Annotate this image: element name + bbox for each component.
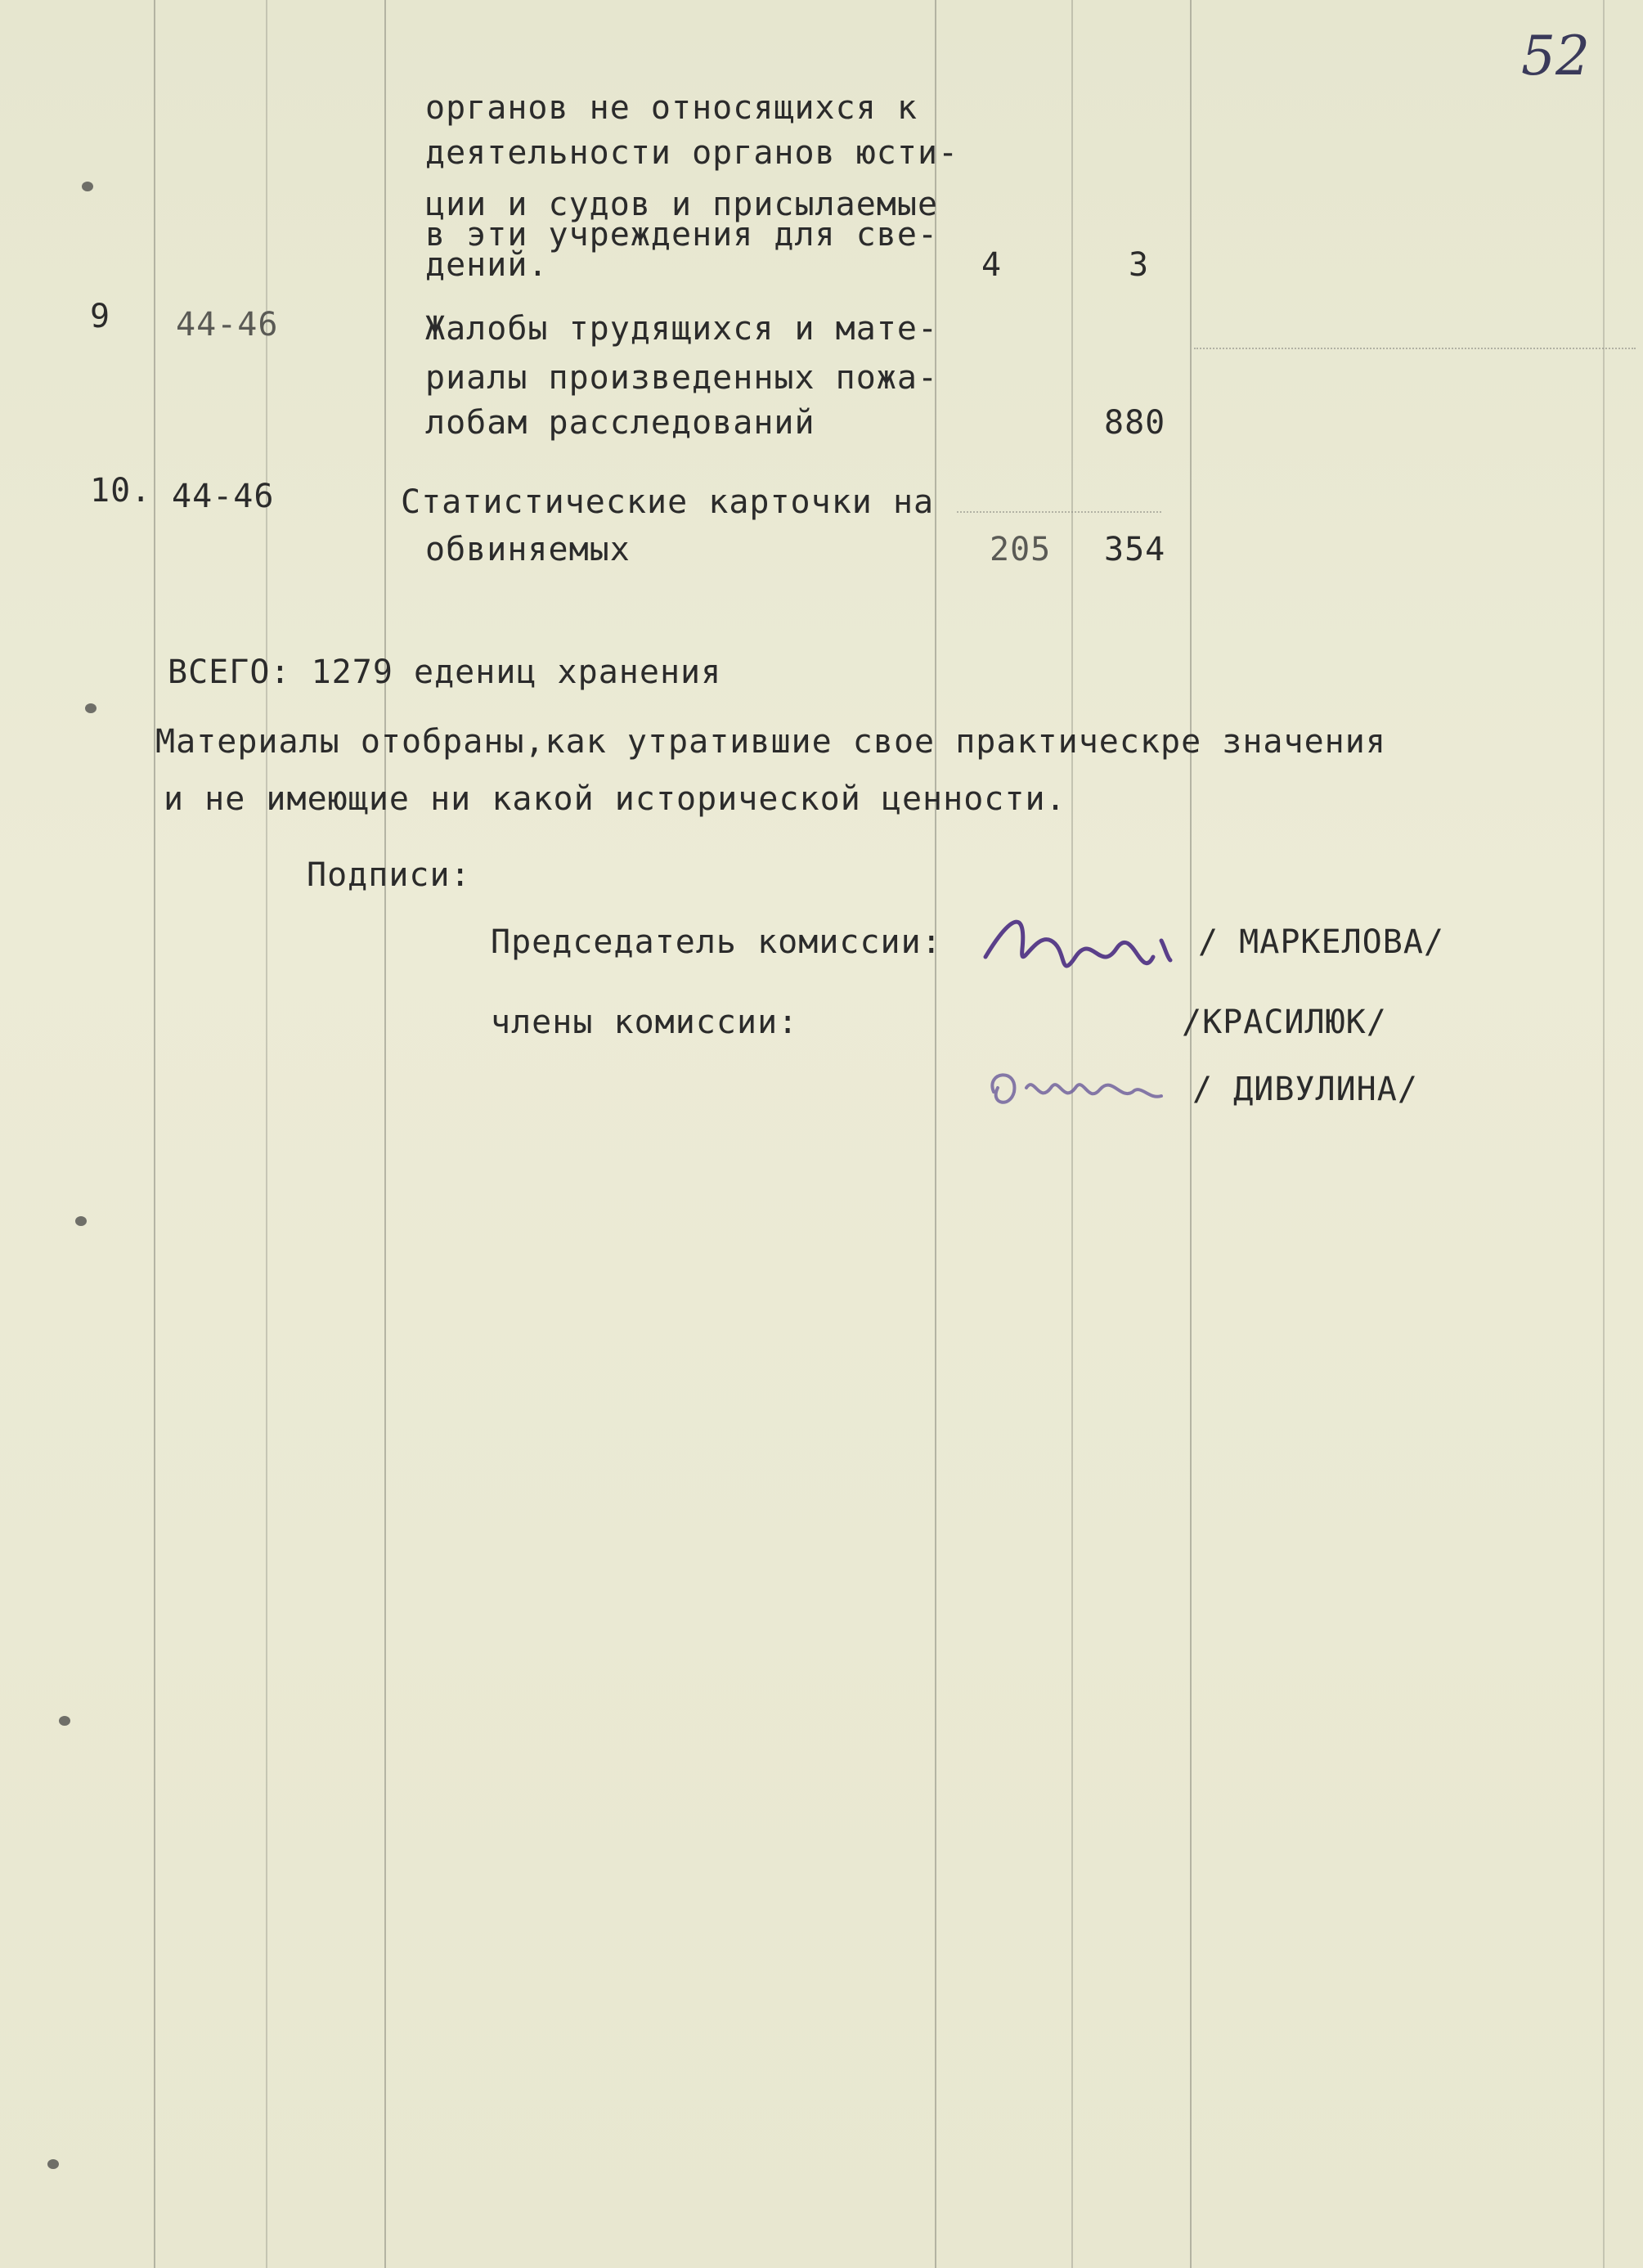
- row-1-col-b: 3: [1129, 246, 1150, 284]
- row-10-title-line: обвиняемых: [425, 531, 631, 568]
- punch-hole: [47, 2159, 59, 2169]
- row-9-col-b: 880: [1104, 404, 1166, 442]
- column-rule: [384, 0, 386, 2268]
- punch-hole: [75, 1216, 87, 1226]
- member-name: /КРАСИЛЮК/: [1182, 1004, 1387, 1041]
- column-rule: [1190, 0, 1192, 2268]
- row-9-title-line: Жалобы трудящихся и мате-: [425, 310, 939, 348]
- row-9-years: 44-46: [176, 306, 279, 344]
- row-10-col-a: 205: [990, 531, 1052, 568]
- signatures-heading: Подписи:: [307, 856, 471, 894]
- row-1-title-line: деятельности органов юсти-: [425, 134, 959, 172]
- row-1-title-line: в эти учреждения для све-: [425, 216, 939, 254]
- punch-hole: [82, 182, 93, 191]
- row-10-years: 44-46: [172, 478, 275, 515]
- column-rule: [154, 0, 155, 2268]
- members-label: члены комиссии:: [491, 1004, 799, 1041]
- chair-label: Председатель комиссии:: [491, 923, 942, 961]
- chair-name: / МАРКЕЛОВА/: [1198, 923, 1444, 961]
- page-number: 52: [1521, 25, 1590, 88]
- column-rule: [1603, 0, 1605, 2268]
- member-signature: [981, 1055, 1186, 1121]
- member-name: / ДИВУЛИНА/: [1192, 1071, 1418, 1108]
- total-units: ВСЕГО: 1279 едениц хранения: [168, 653, 722, 691]
- punch-hole: [85, 703, 97, 713]
- row-1-title-line: дений.: [425, 246, 549, 284]
- dotted-rule: [1194, 348, 1636, 349]
- summary-line: Материалы отобраны,как утратившие свое практическре значения: [155, 723, 1386, 761]
- summary-line: и не имеющие ни какой исторической ценности.: [164, 780, 1066, 818]
- row-1-title-line: ции и судов и присылаемые: [425, 186, 939, 223]
- row-1-title-line: органов не относящихся к: [425, 89, 918, 127]
- chair-signature: [977, 900, 1190, 1006]
- row-1-col-a: 4: [981, 246, 1003, 284]
- row-10-number: 10.: [90, 472, 152, 510]
- dotted-rule: [957, 511, 1161, 513]
- row-9-title-line: риалы произведенных пожа-: [425, 359, 939, 397]
- row-9-title-line: лобам расследований: [425, 404, 815, 442]
- column-rule: [1071, 0, 1073, 2268]
- row-9-number: 9: [90, 298, 111, 335]
- row-10-col-b: 354: [1104, 531, 1166, 568]
- punch-hole: [59, 1716, 70, 1726]
- row-10-title-line: Статистические карточки на: [401, 483, 935, 521]
